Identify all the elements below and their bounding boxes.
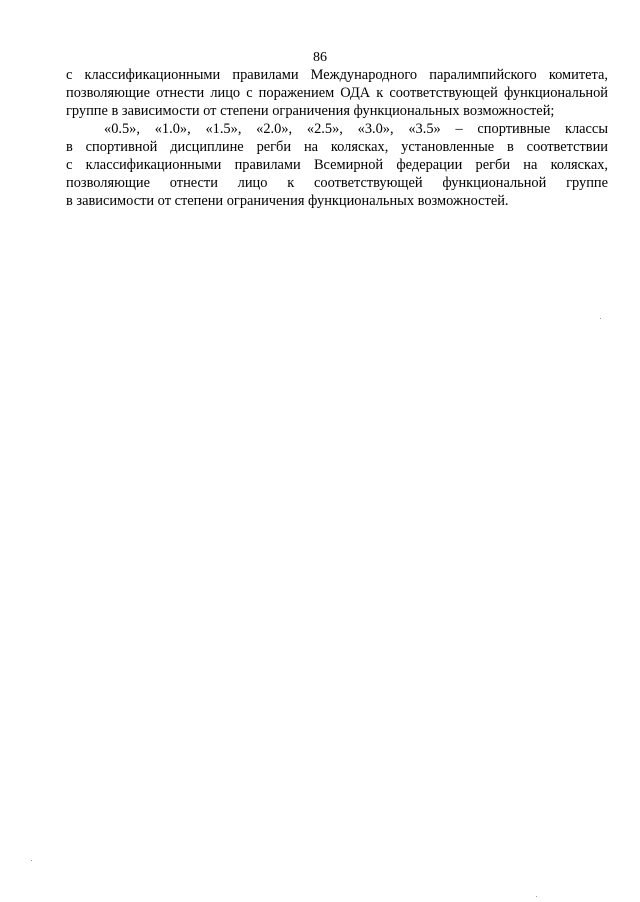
paragraph-wheelchair-rugby-classes (66, 120, 608, 210)
text-line: «0.5», «1.0», «1.5», «2.0», «2.5», «3.0», «3.5» – спортивные классы (104, 121, 608, 137)
text-line: позволяющие отнести лицо с поражением ОДА к соответствующей функциональной (66, 85, 608, 101)
text-line: с классификационными правилами Всемирной федерации регби на колясках, (66, 157, 608, 173)
scan-speck (600, 318, 601, 319)
scan-speck (536, 896, 537, 897)
paragraph-ipc-classification (66, 66, 608, 120)
text-line: с классификационными правилами Международного паралимпийского комитета, (66, 67, 608, 83)
text-line: в спортивной дисциплине регби на колясках, установленные в соответствии (66, 139, 608, 155)
text-line: группе в зависимости от степени ограничения функциональных возможностей; (66, 103, 555, 119)
text-line: позволяющие отнести лицо к соответствующей функциональной группе (66, 175, 608, 191)
text-line: в зависимости от степени ограничения функциональных возможностей. (66, 193, 509, 209)
page-number: 86 (313, 50, 327, 65)
document-body (66, 66, 608, 210)
scan-speck (31, 860, 32, 861)
